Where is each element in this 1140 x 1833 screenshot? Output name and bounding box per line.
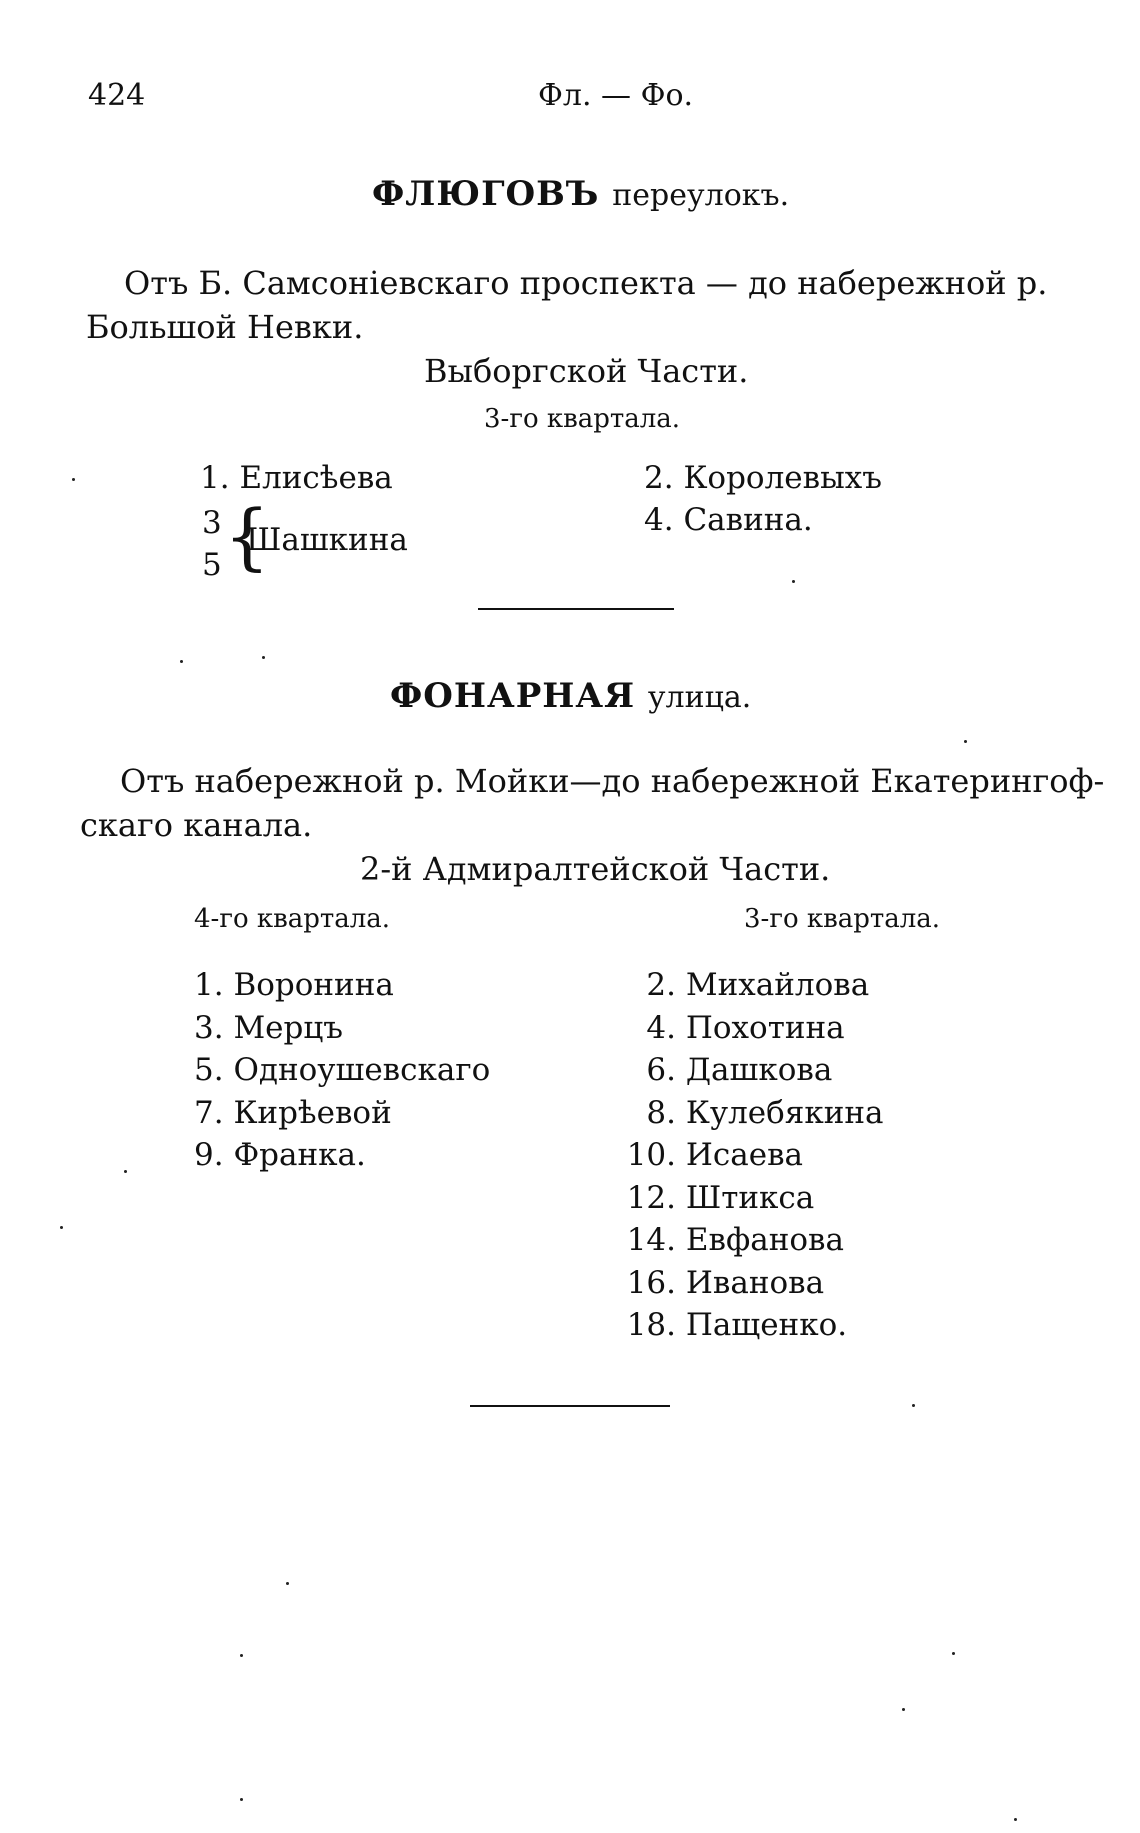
section2-district: 2-й Адмиралтейской Части. xyxy=(360,850,831,888)
item-number: 16. xyxy=(626,1264,676,1301)
list-item xyxy=(618,1134,884,1177)
list-item xyxy=(194,1007,490,1050)
speck xyxy=(60,1226,63,1229)
speck xyxy=(792,580,795,583)
speck xyxy=(952,1652,955,1655)
item-number: 1. xyxy=(194,967,224,1003)
list-item xyxy=(194,1049,490,1092)
item-name: Кулебякина xyxy=(685,1094,884,1131)
speck xyxy=(124,1170,127,1173)
section1-left-item xyxy=(200,460,393,496)
list-item xyxy=(618,1049,884,1092)
section1-quarter: 3-го квартала. xyxy=(484,404,681,434)
section2-title xyxy=(390,676,751,716)
item-number: 4. xyxy=(644,502,674,538)
speck xyxy=(286,1582,289,1585)
item-name: Елисѣева xyxy=(239,460,393,496)
list-item xyxy=(618,1262,884,1305)
item-name: Пащенко. xyxy=(685,1307,848,1343)
list-item xyxy=(618,964,884,1007)
item-name: Франка. xyxy=(233,1137,366,1173)
item-name: Савина. xyxy=(683,502,813,538)
section2-left-list xyxy=(194,964,490,1177)
list-item xyxy=(618,1219,884,1262)
item-number: 18. xyxy=(626,1307,676,1343)
item-number: 12. xyxy=(626,1179,676,1216)
list-item xyxy=(618,1007,884,1050)
item-number: 8. xyxy=(646,1094,676,1131)
list-item xyxy=(618,1177,884,1220)
brace-icon: { xyxy=(224,494,270,578)
list-item xyxy=(194,964,490,1007)
item-name: Королевыхъ xyxy=(683,460,882,496)
speck xyxy=(240,1798,243,1801)
item-number: 5. xyxy=(194,1052,224,1088)
section2-desc-line2: скаго канала. xyxy=(80,806,313,844)
item-name: Одноушевскаго xyxy=(233,1052,491,1088)
item-name: Дашкова xyxy=(685,1052,833,1088)
section1-title-word: переулокъ. xyxy=(612,178,790,213)
speck xyxy=(262,656,265,659)
speck xyxy=(1014,1818,1017,1821)
list-item xyxy=(194,1092,490,1135)
section2-left-quarter: 4-го квартала. xyxy=(194,904,391,934)
item-name: Михайлова xyxy=(685,967,870,1003)
section1-title-bold: ФЛЮГОВЪ xyxy=(372,174,600,214)
list-item xyxy=(618,1304,884,1347)
item-number: 2. xyxy=(646,967,676,1003)
section2-title-word: улица. xyxy=(647,680,752,715)
running-title: Фл. — Фо. xyxy=(538,78,694,113)
section2-right-list xyxy=(618,964,884,1347)
item-name: Иванова xyxy=(685,1264,825,1301)
list-item xyxy=(618,1092,884,1135)
bracket-number: 5 xyxy=(202,547,222,583)
item-number: 7. xyxy=(194,1094,224,1131)
section1-title xyxy=(372,174,789,214)
speck xyxy=(912,1404,915,1407)
item-number: 2. xyxy=(644,460,674,496)
section2-right-quarter: 3-го квартала. xyxy=(744,904,941,934)
section1-right-item xyxy=(644,502,813,538)
item-name: Воронина xyxy=(233,967,394,1003)
list-item xyxy=(194,1134,490,1177)
page-number: 424 xyxy=(88,78,146,113)
section-divider xyxy=(470,1405,670,1407)
section1-district: Выборгской Части. xyxy=(424,352,749,390)
section1-right-item xyxy=(644,460,882,496)
item-name: Исаева xyxy=(685,1137,804,1173)
bracket-number: 3 xyxy=(202,505,222,541)
item-number: 10. xyxy=(626,1137,676,1173)
item-name: Кирѣевой xyxy=(233,1094,392,1131)
section2-desc-line1: Отъ набережной р. Мойки—до набережной Екатерингоф- xyxy=(120,762,1105,800)
item-name: Похотина xyxy=(685,1009,845,1046)
section-divider xyxy=(478,608,674,610)
section2-title-bold: ФОНАРНАЯ xyxy=(390,676,636,716)
speck xyxy=(902,1708,905,1711)
speck xyxy=(964,740,967,743)
item-name: Евфанова xyxy=(685,1222,844,1258)
item-number: 14. xyxy=(626,1222,676,1258)
item-name: Штикса xyxy=(685,1179,815,1216)
section1-desc-line2: Большой Невки. xyxy=(86,308,364,346)
item-number: 6. xyxy=(646,1052,676,1088)
item-number: 4. xyxy=(646,1009,676,1046)
speck xyxy=(240,1654,243,1657)
section1-bracket-numbers xyxy=(202,502,222,586)
item-name: Мерцъ xyxy=(233,1009,344,1046)
item-number: 3. xyxy=(194,1009,224,1046)
section1-desc-line1: Отъ Б. Самсоніевскаго проспекта — до набережной р. xyxy=(124,264,1048,302)
section1-bracket-name: Шашкина xyxy=(246,522,408,558)
speck xyxy=(180,660,183,663)
speck xyxy=(72,478,75,481)
item-number: 9. xyxy=(194,1137,224,1173)
item-number: 1. xyxy=(200,460,230,496)
